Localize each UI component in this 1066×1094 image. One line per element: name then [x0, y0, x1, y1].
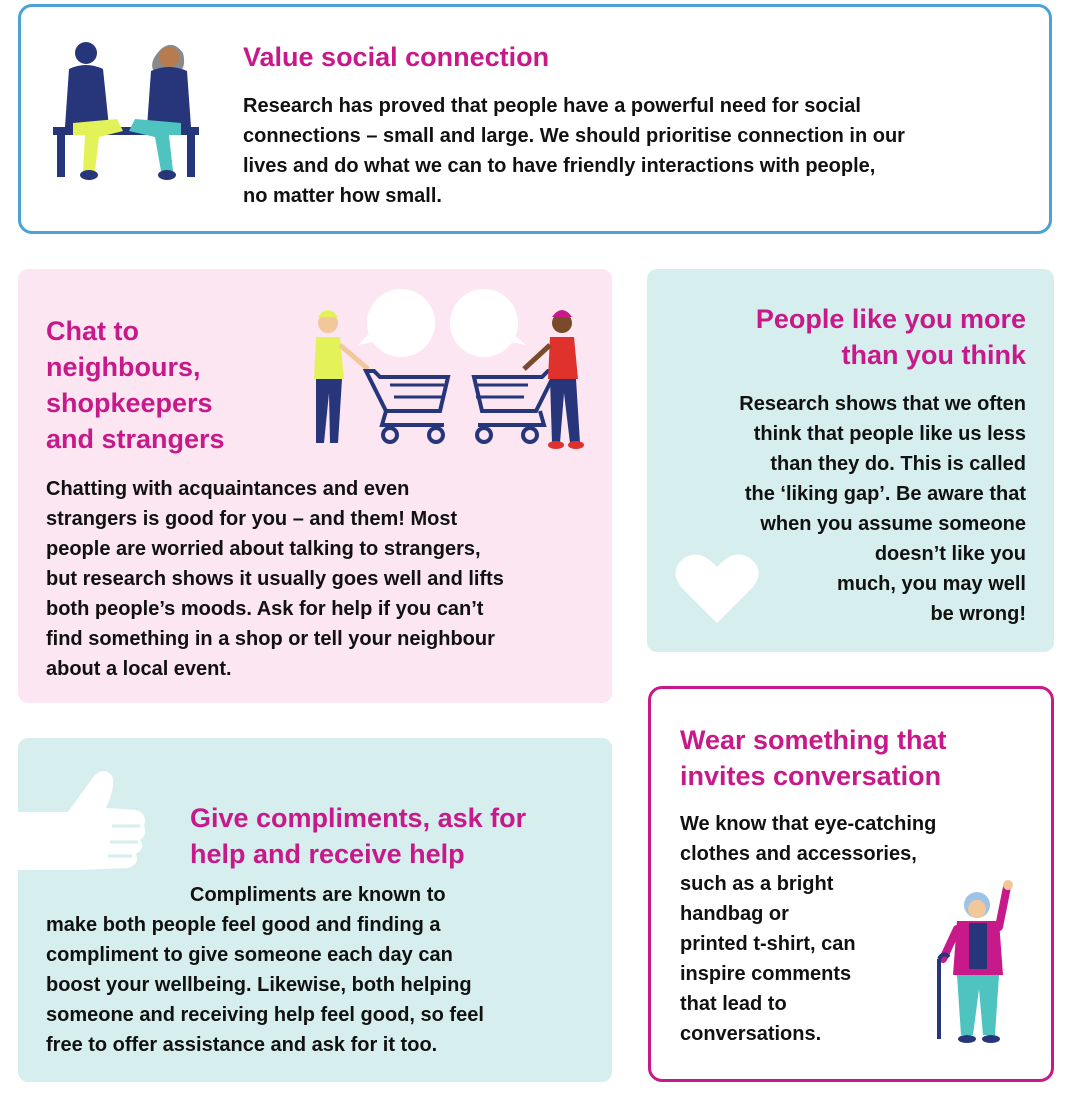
social-body: [243, 91, 905, 211]
liking-body-line: than they do. This is called: [770, 453, 1026, 475]
liking-body-line: think that people like us less: [753, 423, 1026, 445]
liking-body-line: be wrong!: [930, 603, 1026, 625]
wear-body-line: handbag or: [680, 903, 789, 925]
social-connection-card: [18, 4, 1052, 234]
waving-woman-with-cane-illustration: [933, 879, 1023, 1049]
wear-body-line: We know that eye-catching: [680, 813, 937, 835]
shoppers-with-trolleys-illustration: [298, 293, 588, 453]
chat-body-line: people are worried about talking to strangers,: [46, 538, 481, 560]
chat-body: [46, 474, 504, 684]
wear-body-line: printed t-shirt, can: [680, 933, 856, 955]
people-on-bench-illustration: [51, 39, 201, 184]
wear-body: [680, 809, 936, 1049]
chat-heading-line: and strangers: [46, 424, 225, 454]
social-heading: Value social connection: [243, 42, 550, 72]
social-body-line: Research has proved that people have a powerful need for social: [243, 95, 861, 117]
chat-heading-line: Chat to: [46, 316, 139, 346]
liking-body-line: much, you may well: [837, 573, 1026, 595]
compliments-heading-line: Give compliments, ask for: [190, 803, 527, 833]
compliments-heading: [190, 800, 526, 872]
liking-body-line: the ‘liking gap’. Be aware that: [744, 483, 1026, 505]
wear-body-line: conversations.: [680, 1023, 822, 1045]
liking-heading: [756, 301, 1026, 373]
wear-heading-line: Wear something that: [680, 725, 947, 755]
compliments-heading-line: help and receive help: [190, 839, 465, 869]
social-body-line: connections – small and large. We should prioritise connection in our: [243, 125, 905, 147]
chat-body-line: both people’s moods. Ask for help if you can’t: [46, 598, 484, 620]
wear-heading-line: invites conversation: [680, 761, 942, 791]
compliments-body-line: free to offer assistance and ask for it too.: [46, 1034, 438, 1056]
wear-body-line: inspire comments: [680, 963, 852, 985]
compliments-body-line: someone and receiving help feel good, so feel: [46, 1004, 484, 1026]
social-body-line: lives and do what we can to have friendly interactions with people,: [243, 155, 876, 177]
wear-body-line: such as a bright: [680, 873, 834, 895]
wear-body-line: clothes and accessories,: [680, 843, 917, 865]
compliments-body-line: boost your wellbeing. Likewise, both helping: [46, 974, 472, 996]
compliments-card: [18, 738, 612, 1082]
social-body-line: no matter how small.: [243, 185, 442, 207]
chat-heading: [46, 313, 225, 457]
chat-body-line: Chatting with acquaintances and even: [46, 478, 410, 500]
compliments-body-line: compliment to give someone each day can: [46, 944, 453, 966]
liking-heading-line: People like you more: [755, 304, 1026, 334]
chat-body-line: about a local event.: [46, 658, 232, 680]
liking-body-line: Research shows that we often: [739, 393, 1026, 415]
chat-heading-line: shopkeepers: [46, 388, 213, 418]
liking-gap-card: [647, 269, 1054, 652]
compliments-body-line: Compliments are known to: [190, 884, 446, 906]
chat-heading-line: neighbours,: [46, 352, 201, 382]
liking-heading-line: than you think: [841, 340, 1026, 370]
chat-body-line: but research shows it usually goes well and lifts: [46, 568, 504, 590]
wear-body-line: that lead to: [680, 993, 787, 1015]
liking-body-line: doesn’t like you: [874, 543, 1026, 565]
compliments-body: [46, 880, 484, 1060]
liking-body: [739, 389, 1026, 629]
thumbs-up-icon: [18, 768, 148, 878]
chat-body-line: strangers is good for you – and them! Most: [46, 508, 458, 530]
wear-heading: [680, 722, 947, 794]
chat-card: [18, 269, 612, 703]
liking-body-line: when you assume someone: [760, 513, 1026, 535]
compliments-body-line: make both people feel good and finding a: [46, 914, 441, 936]
wear-card: [648, 686, 1054, 1082]
chat-body-line: find something in a shop or tell your neighbour: [46, 628, 495, 650]
